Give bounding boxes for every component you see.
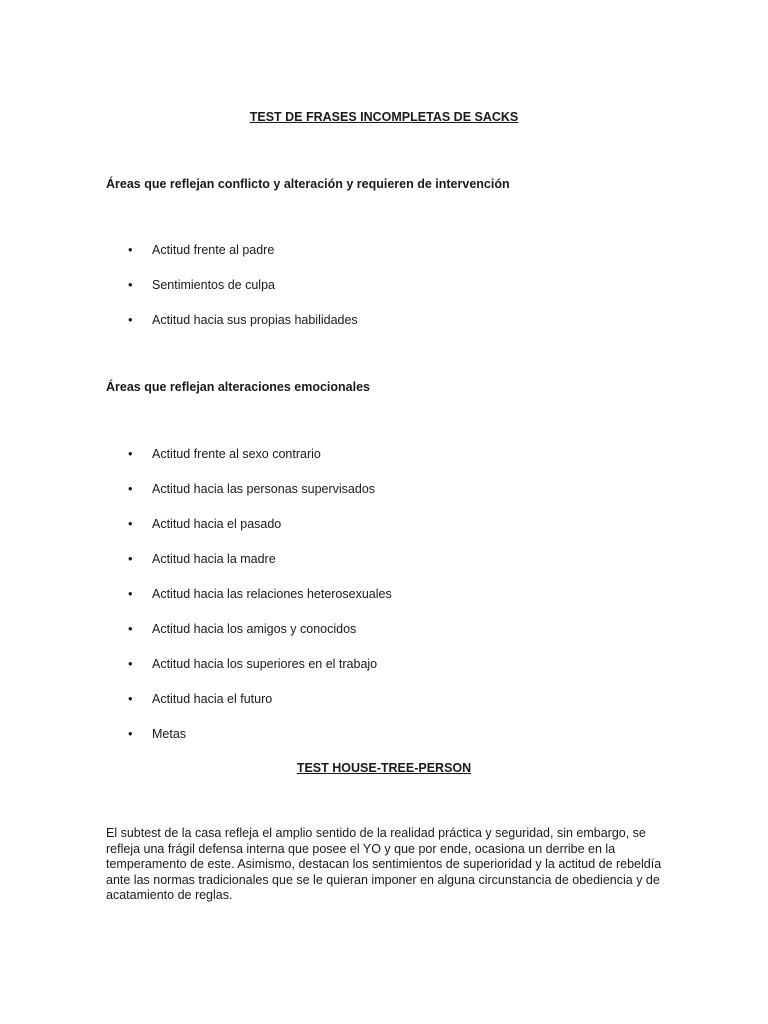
- list-item-text: Actitud frente al padre: [152, 243, 275, 257]
- emotional-areas-heading: Áreas que reflejan alteraciones emocionales: [106, 380, 371, 394]
- bullet-icon: •: [128, 242, 133, 257]
- list-item: [0, 446, 768, 481]
- list-item: [0, 277, 768, 312]
- list-item: [0, 656, 768, 691]
- list-item-text: Actitud hacia los amigos y conocidos: [152, 622, 357, 636]
- bullet-icon: •: [128, 481, 133, 496]
- htp-paragraph: El subtest de la casa refleja el amplio sentido de la realidad práctica y seguridad, sin embargo, se refleja una frágil defensa interna que posee el YO y que por ende, ocasiona un derribe en la temperamento de este. Asimismo, destacan los sentimientos de superioridad y la actitud de rebeldía ante las normas tradicionales que se le quieran imponer en alguna circunstancia de obediencia y de acatamiento de reglas.: [106, 826, 662, 903]
- list-item-text: Actitud hacia el futuro: [152, 692, 273, 706]
- bullet-icon: •: [128, 726, 133, 741]
- bullet-icon: •: [128, 446, 133, 461]
- list-item-text: Actitud frente al sexo contrario: [152, 447, 321, 461]
- list-item: [0, 312, 768, 347]
- list-item-text: Actitud hacia la madre: [152, 552, 276, 566]
- conflict-areas-heading: Áreas que reflejan conflicto y alteración y requieren de intervención: [106, 177, 510, 191]
- list-item: [0, 726, 768, 761]
- list-item-text: Actitud hacia sus propias habilidades: [152, 313, 358, 327]
- conflict-areas-list: [0, 242, 768, 347]
- list-item-text: Actitud hacia las personas supervisados: [152, 482, 376, 496]
- bullet-icon: •: [128, 691, 133, 706]
- htp-test-title: TEST HOUSE-TREE-PERSON: [296, 761, 472, 775]
- list-item: [0, 242, 768, 277]
- list-item-text: Actitud hacia el pasado: [152, 517, 282, 531]
- list-item: [0, 621, 768, 656]
- list-item: [0, 551, 768, 586]
- list-item: [0, 586, 768, 621]
- list-item-text: Metas: [152, 727, 187, 741]
- bullet-icon: •: [128, 312, 133, 327]
- emotional-areas-list: [0, 446, 768, 761]
- bullet-icon: •: [128, 516, 133, 531]
- list-item: [0, 481, 768, 516]
- list-item-text: Sentimientos de culpa: [152, 278, 275, 292]
- bullet-icon: •: [128, 551, 133, 566]
- bullet-icon: •: [128, 656, 133, 671]
- sacks-test-title: TEST DE FRASES INCOMPLETAS DE SACKS: [249, 110, 519, 124]
- bullet-icon: •: [128, 586, 133, 601]
- list-item-text: Actitud hacia los superiores en el trabajo: [152, 657, 378, 671]
- list-item-text: Actitud hacia las relaciones heterosexuales: [152, 587, 392, 601]
- bullet-icon: •: [128, 621, 133, 636]
- bullet-icon: •: [128, 277, 133, 292]
- list-item: [0, 691, 768, 726]
- list-item: [0, 516, 768, 551]
